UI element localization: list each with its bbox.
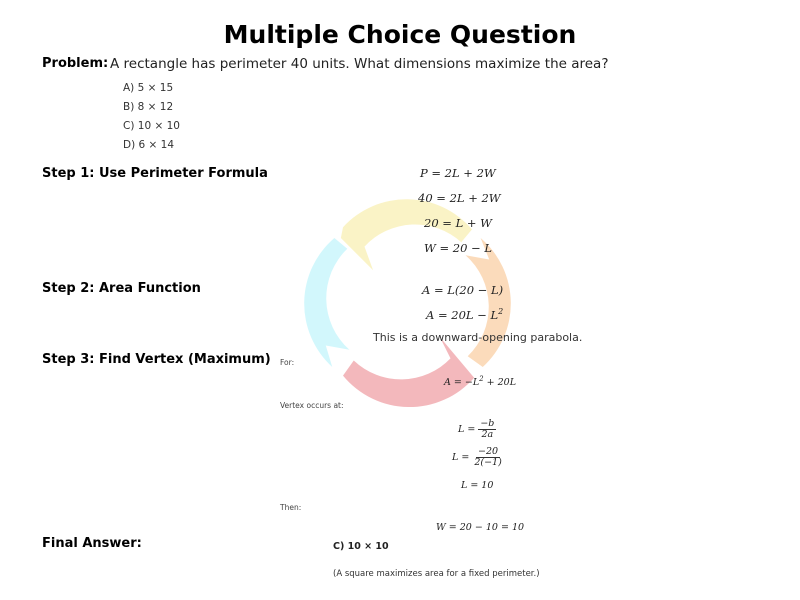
page-title: Multiple Choice Question <box>223 20 577 49</box>
problem-text: A rectangle has perimeter 40 units. What dimensions maximize the area? <box>110 56 609 72</box>
vertex-eq-2: L = $\frac{-20}{2(-1)}$ <box>452 446 502 468</box>
then-equation: W = 20 − 10 = 10 <box>436 522 525 533</box>
step3-label: Step 3: Find Vertex (Maximum) <box>42 352 271 367</box>
step1-eq-3: 20 = L + W <box>424 216 492 230</box>
option-a: A) 5 × 15 <box>123 82 174 94</box>
step1-label: Step 1: Use Perimeter Formula <box>42 166 268 181</box>
step1-eq-1: P = 2L + 2W <box>420 166 496 180</box>
for-label: For: <box>280 358 295 367</box>
vertex-eq-3: L = 10 <box>461 480 494 491</box>
for-equation: $A = -L^2 + 20L$ <box>444 375 517 389</box>
final-answer-label: Final Answer: <box>42 536 142 551</box>
option-d: D) 6 × 14 <box>123 139 175 151</box>
step2-eq-1: A = L(20 − L) <box>422 283 504 297</box>
vertex-label: Vertex occurs at: <box>280 401 344 410</box>
final-answer: C) 10 × 10 <box>333 541 389 552</box>
step1-eq-4: W = 20 − L <box>424 241 492 255</box>
then-label: Then: <box>280 503 302 512</box>
option-c: C) 10 × 10 <box>123 120 180 132</box>
option-b: B) 8 × 12 <box>123 101 174 113</box>
final-answer-note: (A square maximizes area for a fixed perimeter.) <box>333 569 540 579</box>
problem-label: Problem: <box>42 56 109 71</box>
step2-eq-2: $A = 20L - L^2$ <box>426 307 504 322</box>
step2-label: Step 2: Area Function <box>42 281 201 296</box>
step1-eq-2: 40 = 2L + 2W <box>418 191 501 205</box>
vertex-eq-1: L = $\frac{-b}{2a}$ <box>458 418 495 440</box>
step2-note: This is a downward-opening parabola. <box>373 331 583 344</box>
